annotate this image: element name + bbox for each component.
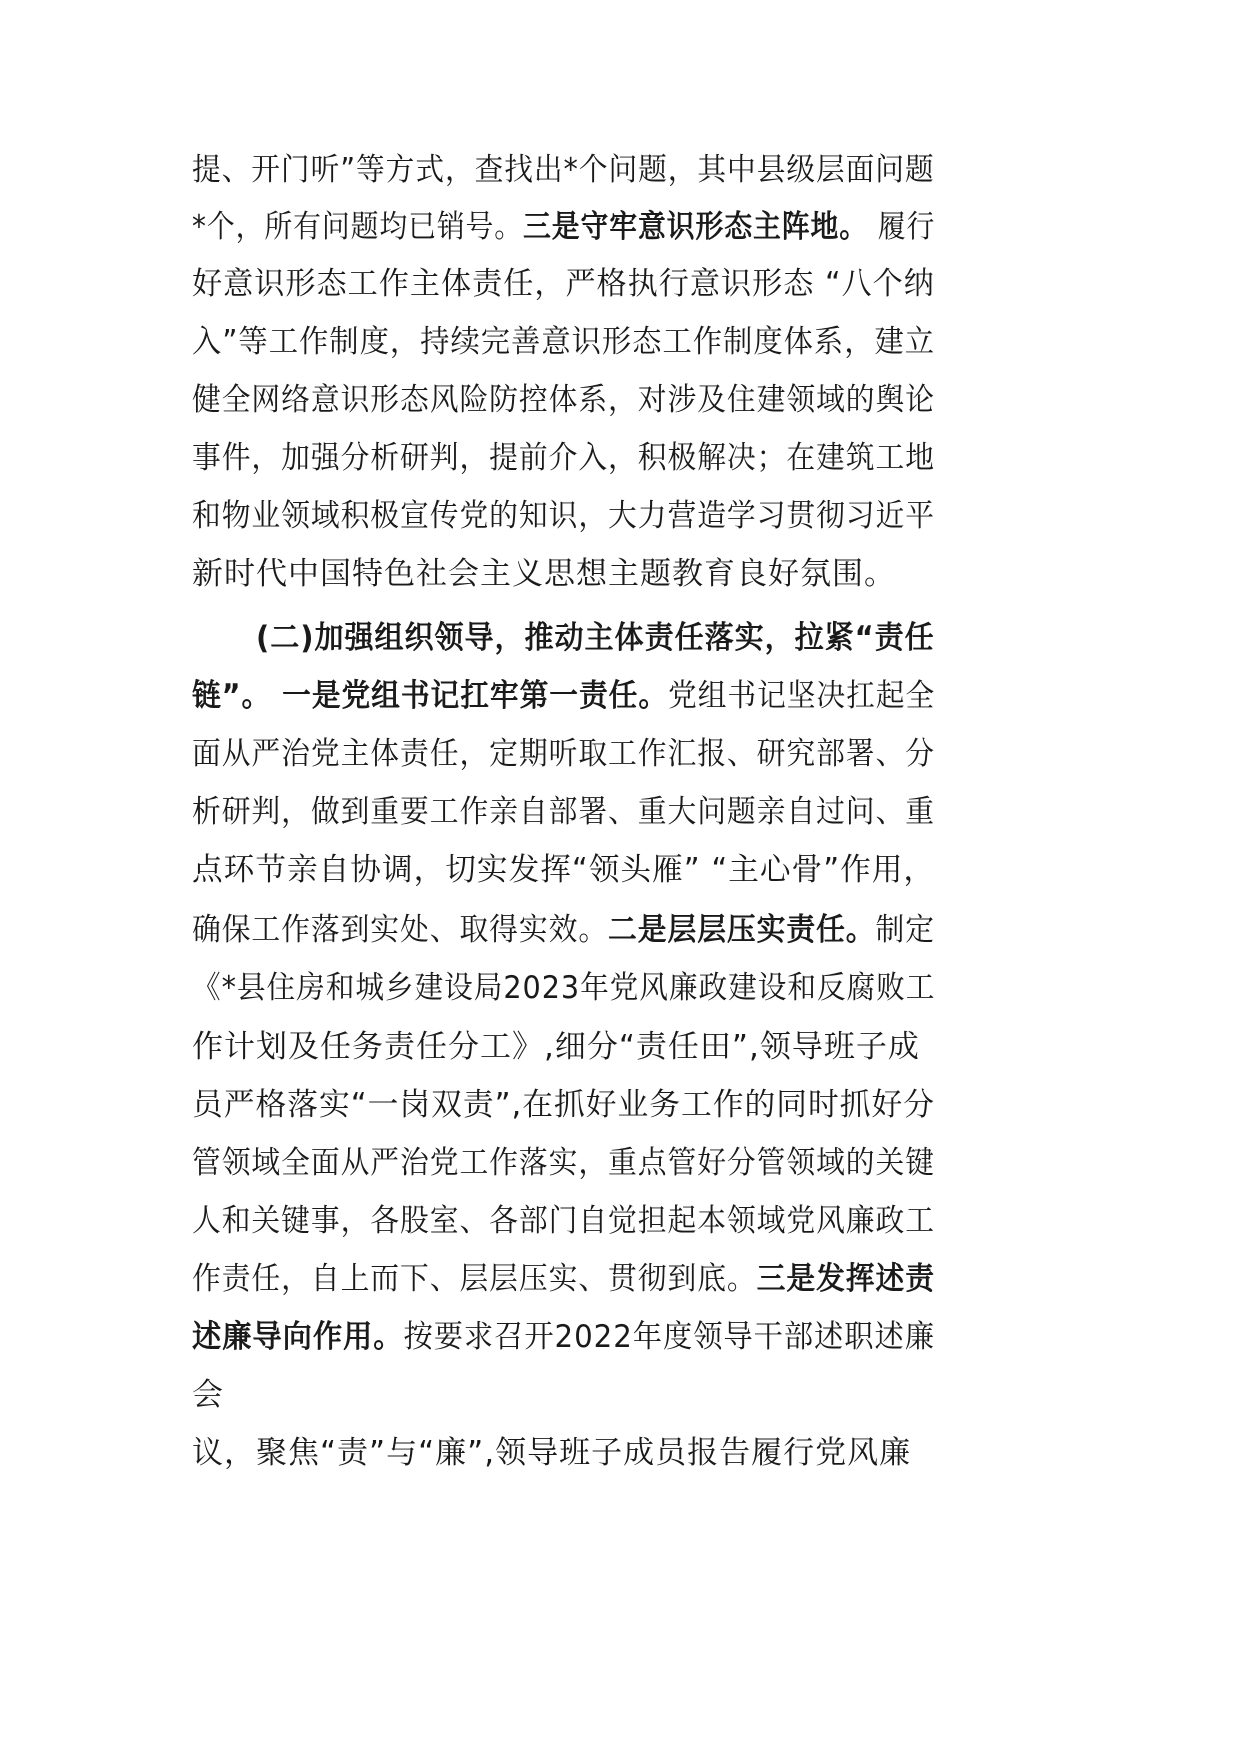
text-segment: 管领域全面从严治党工作落实，重点管好分管领域的关键 xyxy=(192,1145,935,1181)
text-segment: 党组书记坚决扛起全 xyxy=(668,678,936,714)
text-segment: 员严格落实“一岗双责”,在抓好业务工作的同时抓好分 xyxy=(192,1087,935,1123)
bold-text-segment: 述廉导向作用。 xyxy=(192,1319,404,1355)
text-line xyxy=(192,1143,935,1183)
bold-text-segment: 链”。 一是党组书记扛牢第一责任。 xyxy=(192,678,669,714)
text-segment: 制定 xyxy=(875,912,935,948)
text-line xyxy=(192,150,935,190)
text-segment: *个，所有问题均已销号。 xyxy=(192,209,524,245)
bold-text-segment: (二)加强组织领导，推动主体责任落实，拉紧“责任 xyxy=(256,620,935,656)
text-segment: 面从严治党主体责任，定期听取工作汇报、研究部署、分 xyxy=(192,736,935,772)
text-segment: 按要求召开2022年度领导干部述职述廉 xyxy=(403,1319,935,1355)
text-line xyxy=(192,496,935,536)
text-line xyxy=(192,792,935,832)
text-segment: 新时代中国特色社会主义思想主题教育良好氛围。 xyxy=(192,556,896,592)
text-line xyxy=(192,910,935,950)
text-segment: 《*县住房和城乡建设局2023年党风廉政建设和反腐败工 xyxy=(192,970,936,1006)
text-segment: 提、开门听”等方式，查找出*个问题，其中县级层面问题 xyxy=(192,152,935,188)
text-segment: 履行 xyxy=(868,209,936,245)
text-line xyxy=(192,207,935,247)
text-line xyxy=(192,1317,935,1357)
text-line xyxy=(192,438,935,478)
text-line xyxy=(192,554,896,594)
bold-text-segment: 三是守牢意识形态主阵地。 xyxy=(523,209,869,245)
text-line xyxy=(192,1201,935,1241)
text-line xyxy=(192,850,935,890)
bold-text-segment: 三是发挥述责 xyxy=(756,1261,935,1297)
text-line xyxy=(192,264,935,304)
text-line xyxy=(192,1375,224,1415)
text-line xyxy=(192,734,935,774)
text-line xyxy=(192,1027,920,1067)
text-line xyxy=(192,1085,935,1125)
text-segment: 作责任，自上而下、层层压实、贯彻到底。 xyxy=(192,1261,757,1297)
text-segment: 事件，加强分析研判，提前介入，积极解决；在建筑工地 xyxy=(192,440,935,476)
text-line xyxy=(256,618,935,658)
text-segment: 作计划及任务责任分工》,细分“责任田”,领导班子成 xyxy=(192,1029,920,1065)
text-line xyxy=(192,968,935,1008)
text-segment: 点环节亲自协调，切实发挥“领头雁” “主心骨”作用， xyxy=(192,852,936,888)
text-line xyxy=(192,676,935,716)
text-line xyxy=(192,1259,935,1299)
text-segment: 人和关键事，各股室、各部门自觉担起本领域党风廉政工 xyxy=(192,1203,935,1239)
text-segment: 确保工作落到实处、取得实效。 xyxy=(192,912,609,948)
text-segment: 会 xyxy=(192,1377,224,1413)
text-line xyxy=(192,1433,911,1473)
text-segment: 和物业领域积极宣传党的知识，大力营造学习贯彻习近平 xyxy=(192,498,935,534)
text-segment: 好意识形态工作主体责任，严格执行意识形态 “八个纳 xyxy=(192,266,935,302)
text-segment: 健全网络意识形态风险防控体系，对涉及住建领域的舆论 xyxy=(192,382,935,418)
text-line xyxy=(192,380,935,420)
text-segment: 入”等工作制度，持续完善意识形态工作制度体系，建立 xyxy=(192,324,936,360)
text-segment: 析研判，做到重要工作亲自部署、重大问题亲自过问、重 xyxy=(192,794,935,830)
text-line xyxy=(192,322,935,362)
bold-text-segment: 二是层层压实责任。 xyxy=(608,912,876,948)
text-segment: 议，聚焦“责”与“廉”,领导班子成员报告履行党风廉 xyxy=(192,1435,912,1471)
